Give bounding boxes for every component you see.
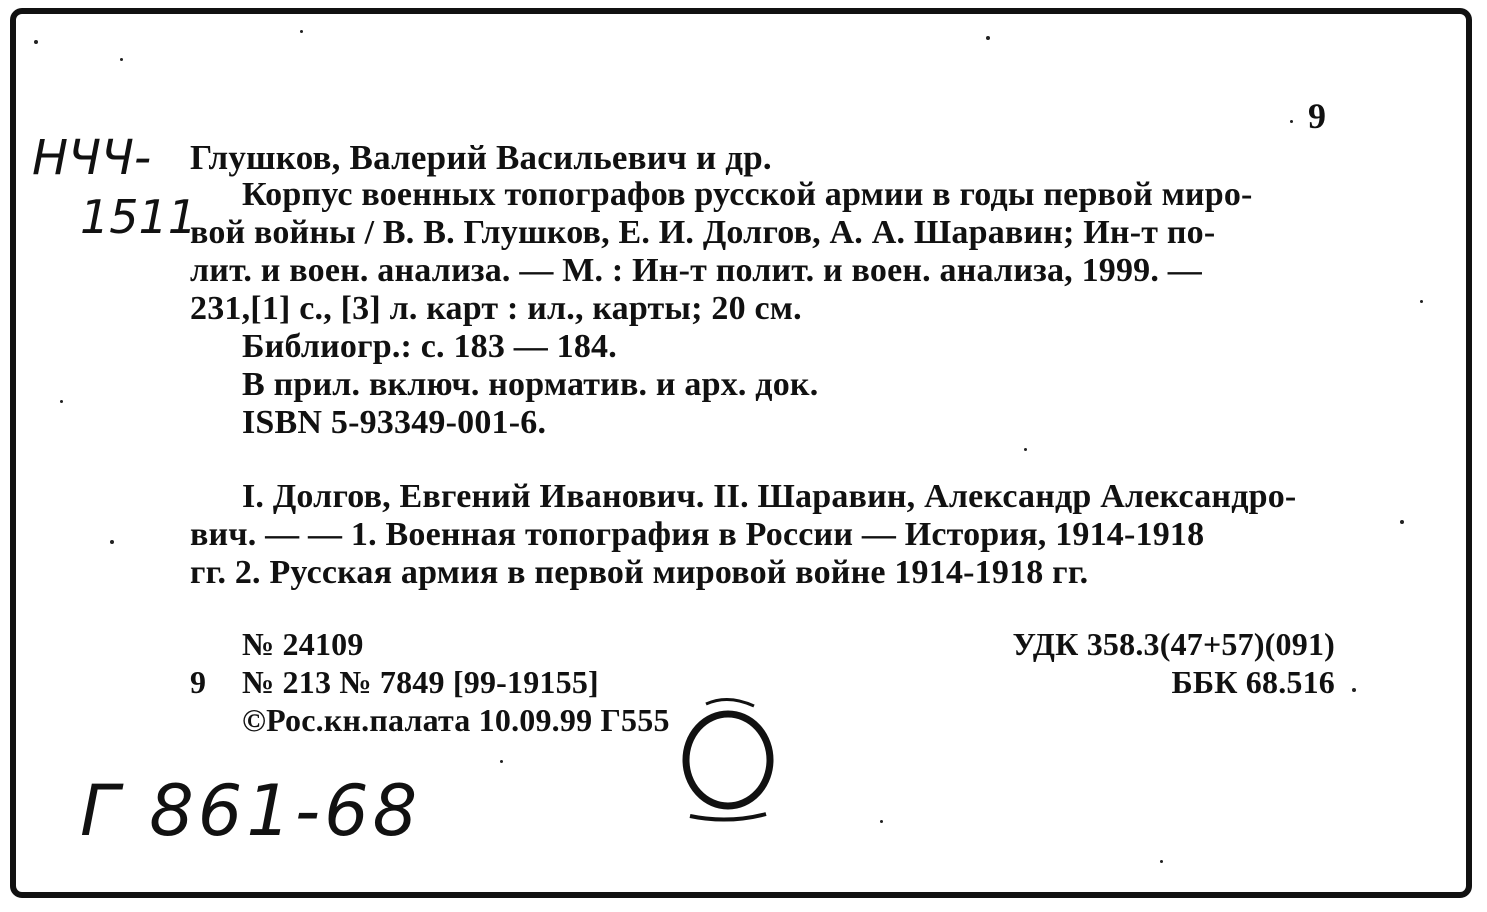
- speck: [1352, 688, 1356, 692]
- speck: [1160, 860, 1163, 863]
- handwritten-shelfmark-top: НЧЧ-: [32, 130, 152, 186]
- tracings-line-3: гг. 2. Русская армия в первой мировой войне 1914-1918 гг.: [190, 554, 1089, 591]
- speck: [34, 40, 38, 44]
- handwritten-shelfmark-bottom: 1511: [80, 190, 198, 244]
- handwritten-bottom-code: Г 861-68: [80, 770, 422, 852]
- record-number: № 24109: [242, 626, 364, 662]
- page-number: 9: [1308, 96, 1327, 136]
- tracings-line-1: I. Долгов, Евгений Иванович. II. Шаравин, Александр Александро-: [242, 478, 1297, 515]
- punch-hole-circle: [670, 690, 790, 830]
- tracings-line-2: вич. — — 1. Военная топография в России — История, 1914-1918: [190, 516, 1205, 553]
- speck: [300, 30, 303, 33]
- speck: [986, 36, 990, 40]
- speck: [110, 540, 114, 544]
- card-heading: Глушков, Валерий Васильевич и др.: [190, 138, 772, 177]
- speck: [880, 820, 883, 823]
- description-line-4: 231,[1] с., [3] л. карт : ил., карты; 20 см.: [190, 290, 802, 327]
- udk-code: УДК 358.3(47+57)(091): [1012, 626, 1335, 662]
- secondary-line: № 213 № 7849 [99-19155]: [242, 664, 599, 700]
- note-bibliography: Библиогр.: с. 183 — 184.: [242, 328, 617, 365]
- speck: [1024, 448, 1027, 451]
- note-isbn: ISBN 5-93349-001-6.: [242, 404, 547, 441]
- description-line-1: Корпус военных топографов русской армии в годы первой миро-: [242, 176, 1253, 213]
- note-appendix: В прил. включ. норматив. и арх. док.: [242, 366, 819, 403]
- copyright-line: ©Рос.кн.палата 10.09.99 Г555: [242, 702, 670, 738]
- speck: [1290, 120, 1293, 123]
- bbk-code: ББК 68.516: [1171, 664, 1335, 700]
- secondary-line-prefix: 9: [190, 664, 207, 700]
- speck: [1400, 520, 1404, 524]
- description-line-2: вой войны / В. В. Глушков, Е. И. Долгов, А. А. Шаравин; Ин-т по-: [190, 214, 1216, 251]
- speck: [120, 58, 123, 61]
- speck: [60, 400, 63, 403]
- speck: [1420, 300, 1423, 303]
- speck: [500, 760, 503, 763]
- description-line-3: лит. и воен. анализа. — М. : Ин-т полит. и воен. анализа, 1999. —: [190, 252, 1202, 289]
